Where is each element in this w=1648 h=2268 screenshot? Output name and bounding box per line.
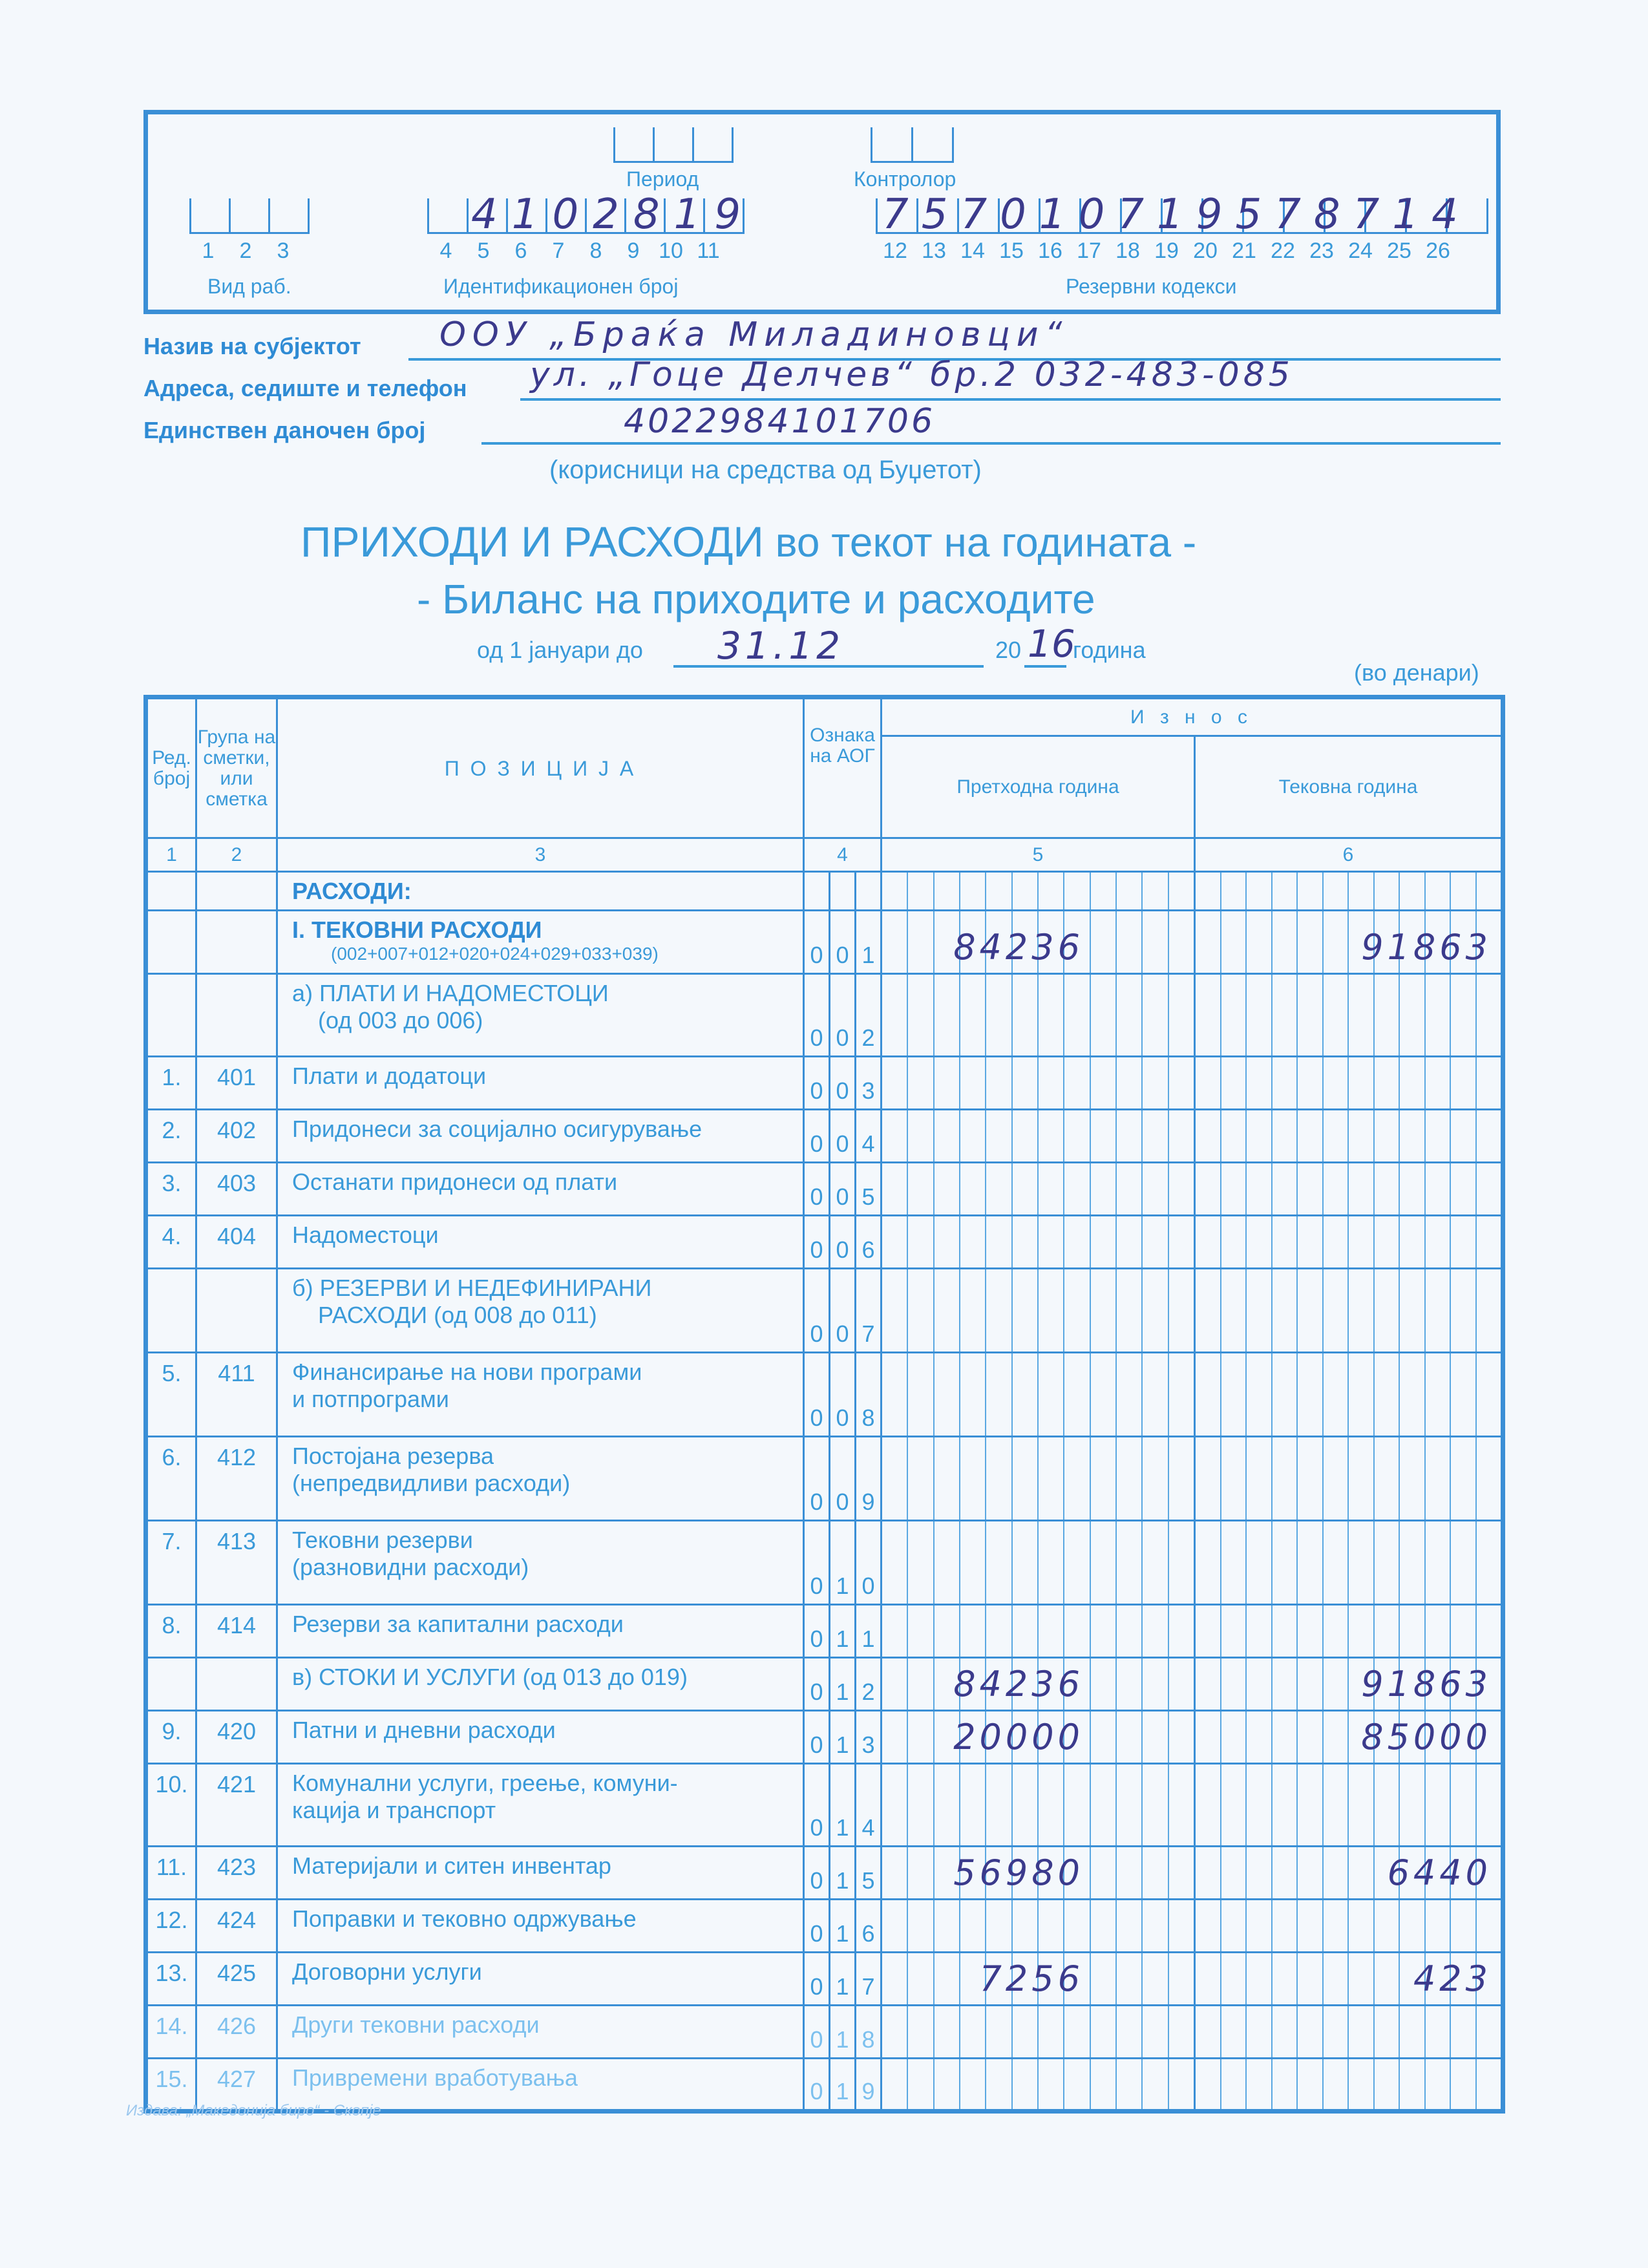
account-code: 420 (196, 1711, 277, 1764)
aog-digit: 0 (830, 1110, 856, 1163)
aog-digit: 0 (804, 1163, 830, 1216)
col-number: 1 (146, 838, 196, 872)
position-label: Материјали и ситен инвентар (277, 1847, 804, 1900)
curr-year-amount-field[interactable] (1195, 1163, 1503, 1216)
curr-year-amount-field[interactable]: 91863 (1195, 911, 1503, 974)
budget-users-note: (корисници на средства од Буџетот) (549, 456, 982, 484)
curr-year-amount-field[interactable]: 423 (1195, 1953, 1503, 2006)
table-row (146, 1057, 1503, 1110)
work-type-positions: 1 2 3 (202, 238, 290, 263)
account-code: 411 (196, 1353, 277, 1437)
curr-year-amount-field[interactable] (1195, 1605, 1503, 1658)
row-number: 4. (146, 1216, 196, 1269)
prev-year-amount-field[interactable] (882, 1163, 1195, 1216)
table-row (146, 1521, 1503, 1605)
year-prefix: 20 (995, 637, 1022, 663)
account-code: 413 (196, 1521, 277, 1605)
table-row (146, 1269, 1503, 1353)
prev-year-amount-field[interactable] (882, 1057, 1195, 1110)
prev-year-amount-field[interactable] (882, 2006, 1195, 2059)
controller-label: Контролор (854, 167, 956, 191)
table-row (146, 1216, 1503, 1269)
aog-digit: 0 (804, 1711, 830, 1764)
prev-year-amount-field[interactable]: 20000 (882, 1711, 1195, 1764)
aog-digit: 0 (804, 2059, 830, 2112)
col-header-amount: И з н о с (882, 697, 1503, 736)
aog-digit: 0 (804, 1216, 830, 1269)
row-number: 1. (146, 1057, 196, 1110)
aog-digit: 0 (804, 1847, 830, 1900)
curr-year-amount-field[interactable] (1195, 1900, 1503, 1953)
period-end-value: 31.12 (717, 624, 845, 668)
aog-digit: 0 (830, 1163, 856, 1216)
row-number: 6. (146, 1437, 196, 1521)
prev-year-amount-field[interactable] (882, 1521, 1195, 1605)
position-label: Поправки и тековно одржување (277, 1900, 804, 1953)
table-row (146, 1110, 1503, 1163)
aog-digit: 4 (856, 1110, 882, 1163)
aog-digit: 0 (830, 1269, 856, 1353)
aog-digit: 0 (804, 2006, 830, 2059)
prev-year-amount-field[interactable] (882, 974, 1195, 1057)
position-label: Плати и додатоци (277, 1057, 804, 1110)
col-number: 3 (277, 838, 804, 872)
document-subtitle: - Биланс на приходите и расходите (417, 576, 1095, 622)
period-from-label: од 1 јануари до (477, 637, 643, 663)
aog-digit: 1 (830, 1764, 856, 1847)
position-label: Патни и дневни расходи (277, 1711, 804, 1764)
currency-note: (во денари) (1354, 659, 1479, 686)
row-number: 3. (146, 1163, 196, 1216)
aog-digit: 0 (804, 1658, 830, 1711)
col-number: 4 (804, 838, 882, 872)
table-row (146, 1658, 1503, 1711)
account-code (196, 1658, 277, 1711)
position-label: Резерви за капитални расходи (277, 1605, 804, 1658)
account-code: 424 (196, 1900, 277, 1953)
table-row (146, 1953, 1503, 2006)
account-code: 414 (196, 1605, 277, 1658)
prev-year-amount-field[interactable]: 56980 (882, 1847, 1195, 1900)
aog-digit: 0 (804, 1353, 830, 1437)
prev-year-amount-field[interactable] (882, 1110, 1195, 1163)
prev-year-amount-field[interactable]: 84236 (882, 1658, 1195, 1711)
id-number-value: 4102819 (471, 191, 755, 238)
table-row (146, 1437, 1503, 1521)
aog-digit: 0 (830, 911, 856, 974)
account-code: 402 (196, 1110, 277, 1163)
table-row (146, 1847, 1503, 1900)
row-number: 10. (146, 1764, 196, 1847)
aog-digit: 0 (804, 1605, 830, 1658)
col-header-position: П О З И Ц И Ј А (277, 697, 804, 838)
account-code (196, 974, 277, 1057)
address-field[interactable] (520, 396, 1501, 401)
row-number: 11. (146, 1847, 196, 1900)
aog-digit: 1 (830, 2059, 856, 2112)
year-value: 16 (1028, 622, 1075, 666)
aog-digit: 0 (804, 974, 830, 1057)
aog-digit: 0 (830, 974, 856, 1057)
tax-number-value: 4022984101706 (624, 402, 936, 441)
col-header-row-number: Ред. број (146, 697, 196, 838)
aog-digit: 9 (856, 2059, 882, 2112)
subject-name-value: ООУ „Браќа Миладиновци“ (439, 315, 1069, 354)
aog-digit: 0 (804, 1953, 830, 2006)
row-number: 2. (146, 1110, 196, 1163)
prev-year-amount-field[interactable] (882, 2059, 1195, 2112)
work-type-comb[interactable] (189, 198, 310, 234)
col-header-curr-year: Тековна година (1195, 736, 1503, 838)
row-number: 14. (146, 2006, 196, 2059)
table-row (146, 2006, 1503, 2059)
curr-year-amount-field[interactable] (1195, 2006, 1503, 2059)
aog-digit: 1 (830, 1847, 856, 1900)
address-label: Адреса, седиште и телефон (143, 375, 467, 401)
position-label: а) ПЛАТИ И НАДОМЕСТОЦИ (од 003 до 006) (277, 974, 804, 1057)
account-code: 412 (196, 1437, 277, 1521)
col-header-aog: Ознака на АОГ (804, 697, 882, 838)
curr-year-amount-field[interactable] (1195, 1269, 1503, 1353)
prev-year-amount-field[interactable] (882, 1764, 1195, 1847)
reserve-codes-label: Резервни кодекси (1066, 275, 1237, 298)
prev-year-amount-field[interactable] (882, 1437, 1195, 1521)
position-label: Договорни услуги (277, 1953, 804, 2006)
curr-year-amount-field[interactable] (1195, 1521, 1503, 1605)
period-comb[interactable] (613, 127, 734, 163)
aog-digit: 7 (856, 1269, 882, 1353)
curr-year-amount-field[interactable]: 6440 (1195, 1847, 1503, 1900)
account-code: 425 (196, 1953, 277, 2006)
aog-digit: 0 (804, 1057, 830, 1110)
aog-digit: 1 (856, 1605, 882, 1658)
prev-year-amount-field[interactable] (882, 1353, 1195, 1437)
aog-digit: 0 (804, 1900, 830, 1953)
table-row (146, 974, 1503, 1057)
curr-year-amount-field[interactable]: 91863 (1195, 1658, 1503, 1711)
account-code: 427 (196, 2059, 277, 2112)
controller-comb[interactable] (871, 127, 954, 163)
curr-year-amount-field[interactable]: 85000 (1195, 1711, 1503, 1764)
year-word: година (1073, 637, 1146, 663)
account-code: 401 (196, 1057, 277, 1110)
aog-digit: 5 (856, 1847, 882, 1900)
aog-digit: 3 (856, 1057, 882, 1110)
account-code: 404 (196, 1216, 277, 1269)
position-label: Други тековни расходи (277, 2006, 804, 2059)
row-number: 13. (146, 1953, 196, 2006)
aog-digit: 0 (804, 1521, 830, 1605)
table-row (146, 911, 1503, 974)
reserve-codes-value: 757010719578714 (882, 191, 1471, 238)
account-code: 421 (196, 1764, 277, 1847)
col-number: 6 (1195, 838, 1503, 872)
col-header-prev-year: Претходна година (882, 736, 1195, 838)
row-number (146, 1269, 196, 1353)
row-number (146, 911, 196, 974)
aog-digit: 2 (856, 974, 882, 1057)
position-label: Комунални услуги, греење, комуни- кација и транспорт (277, 1764, 804, 1847)
aog-digit: 1 (830, 2006, 856, 2059)
aog-digit: 0 (804, 1110, 830, 1163)
prev-year-amount-field[interactable]: 84236 (882, 911, 1195, 974)
table-row (146, 1163, 1503, 1216)
curr-year-amount-field[interactable] (1195, 1437, 1503, 1521)
col-number: 5 (882, 838, 1195, 872)
aog-digit: 1 (830, 1953, 856, 2006)
account-code (196, 1269, 277, 1353)
row-number: 5. (146, 1353, 196, 1437)
row-number: 7. (146, 1521, 196, 1605)
prev-year-amount-field[interactable] (882, 1605, 1195, 1658)
curr-year-amount-field[interactable] (1195, 2059, 1503, 2112)
curr-year-amount-field[interactable] (1195, 1216, 1503, 1269)
reserve-codes-positions: 12 13 14 15 16 17 18 19 20 21 22 23 24 25 26 (883, 238, 1450, 263)
curr-year-amount-field[interactable] (1195, 1353, 1503, 1437)
table-row (146, 1900, 1503, 1953)
aog-digit: 0 (804, 1437, 830, 1521)
aog-digit: 0 (830, 1437, 856, 1521)
period-label: Период (626, 167, 699, 191)
aog-digit: 1 (830, 1900, 856, 1953)
aog-digit: 8 (856, 1353, 882, 1437)
position-label: Привремени вработувања (277, 2059, 804, 2112)
aog-digit: 8 (856, 2006, 882, 2059)
table-row (146, 1605, 1503, 1658)
table-row (146, 1353, 1503, 1437)
position-label: Останати придонеси од плати (277, 1163, 804, 1216)
aog-digit: 2 (856, 1658, 882, 1711)
aog-digit: 0 (804, 911, 830, 974)
id-number-positions: 4 5 6 7 8 9 10 11 (439, 238, 720, 263)
account-code: 426 (196, 2006, 277, 2059)
position-label: Финансирање на нови програми и потпрограми (277, 1353, 804, 1437)
row-number: 9. (146, 1711, 196, 1764)
aog-digit: 6 (856, 1216, 882, 1269)
position-label: б) РЕЗЕРВИ И НЕДЕФИНИРАНИ РАСХОДИ (од 008 до 011) (277, 1269, 804, 1353)
prev-year-amount-field[interactable] (882, 1900, 1195, 1953)
expenses-table (143, 695, 1505, 2114)
col-header-account-group: Група на сметки, или сметка (196, 697, 277, 838)
position-label: в) СТОКИ И УСЛУГИ (од 013 до 019) (277, 1658, 804, 1711)
address-value: ул. „Гоце Делчев“ бр.2 032-483-085 (530, 355, 1294, 394)
form-header-box (143, 110, 1501, 314)
aog-digit: 3 (856, 1711, 882, 1764)
position-label: Постојана резерва (непредвидливи расходи) (277, 1437, 804, 1521)
row-number: 15. (146, 2059, 196, 2112)
row-number: 8. (146, 1605, 196, 1658)
account-code: 423 (196, 1847, 277, 1900)
account-code (196, 911, 277, 974)
aog-digit: 1 (830, 1605, 856, 1658)
table-row (146, 1764, 1503, 1847)
publisher-footer: Издава: „Македонија биро“ - Скопје (126, 2102, 381, 2119)
aog-digit: 7 (856, 1953, 882, 2006)
row-number (146, 974, 196, 1057)
aog-digit: 6 (856, 1900, 882, 1953)
aog-digit: 0 (830, 1057, 856, 1110)
aog-digit: 4 (856, 1764, 882, 1847)
prev-year-amount-field[interactable]: 7256 (882, 1953, 1195, 2006)
curr-year-amount-field[interactable] (1195, 1764, 1503, 1847)
aog-digit: 1 (830, 1711, 856, 1764)
row-number (146, 1658, 196, 1711)
aog-digit: 1 (830, 1658, 856, 1711)
aog-digit: 5 (856, 1163, 882, 1216)
tax-number-label: Единствен даночен број (143, 417, 426, 443)
aog-digit: 0 (804, 1269, 830, 1353)
prev-year-amount-field[interactable] (882, 1216, 1195, 1269)
col-number: 2 (196, 838, 277, 872)
aog-digit: 9 (856, 1437, 882, 1521)
document-title: ПРИХОДИ И РАСХОДИ во текот на годината - (301, 518, 1197, 566)
position-label: Тековни резерви (разновидни расходи) (277, 1521, 804, 1605)
aog-digit: 0 (804, 1764, 830, 1847)
position-label: Надоместоци (277, 1216, 804, 1269)
aog-digit: 1 (856, 911, 882, 974)
curr-year-amount-field[interactable] (1195, 974, 1503, 1057)
id-number-label: Идентификационен број (443, 275, 679, 298)
prev-year-amount-field[interactable] (882, 1269, 1195, 1353)
section-title-expenses: РАСХОДИ: (277, 872, 804, 911)
work-type-label: Вид раб. (207, 275, 291, 298)
curr-year-amount-field[interactable] (1195, 1057, 1503, 1110)
curr-year-amount-field[interactable] (1195, 1110, 1503, 1163)
aog-digit: 0 (830, 1216, 856, 1269)
table-row (146, 1711, 1503, 1764)
position-label: I. ТЕКОВНИ РАСХОДИ (002+007+012+020+024+029+033+039) (277, 911, 804, 974)
position-label: Придонеси за социјално осигурување (277, 1110, 804, 1163)
row-number: 12. (146, 1900, 196, 1953)
aog-digit: 0 (830, 1353, 856, 1437)
aog-digit: 0 (856, 1521, 882, 1605)
subject-name-label: Назив на субјектот (143, 333, 361, 359)
aog-digit: 1 (830, 1521, 856, 1605)
account-code: 403 (196, 1163, 277, 1216)
